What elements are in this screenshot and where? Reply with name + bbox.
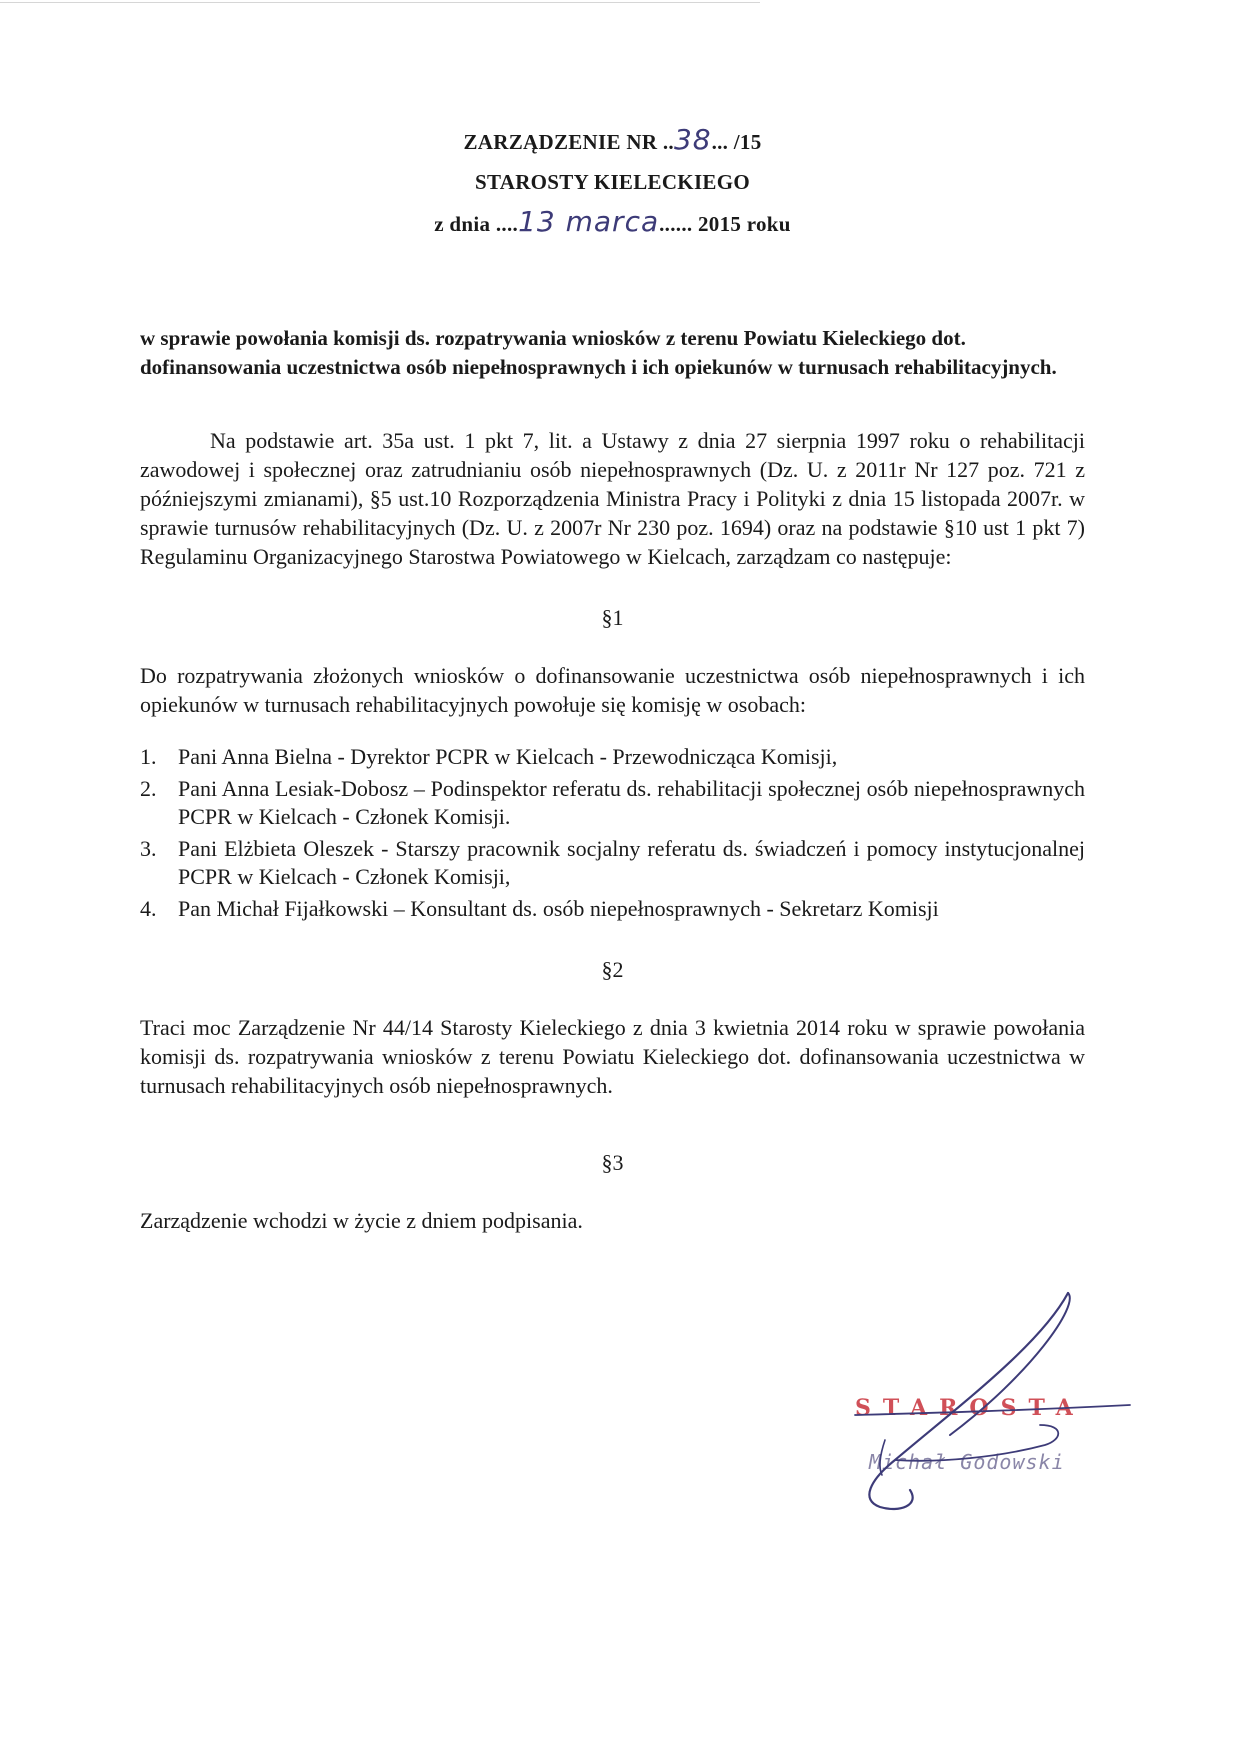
title-suffix: ... /15 bbox=[711, 130, 762, 154]
list-item-number: 4. bbox=[140, 896, 157, 921]
list-item bbox=[140, 835, 1085, 891]
date-suffix: ...... 2015 roku bbox=[659, 212, 791, 236]
document-title bbox=[140, 120, 1085, 162]
handwritten-signature bbox=[840, 1285, 1140, 1525]
handwritten-number: 38 bbox=[673, 123, 712, 156]
issuer-line: STAROSTY KIELECKIEGO bbox=[475, 170, 750, 194]
document-page bbox=[140, 120, 1085, 1235]
date-prefix: z dnia .... bbox=[434, 212, 519, 236]
list-item-text: Pani Anna Lesiak-Dobosz – Podinspektor referatu ds. rehabilitacji społecznej osób niepełnosprawnych PCPR w Kielcach - Członek Komisji. bbox=[178, 776, 1085, 829]
legal-basis-paragraph: Na podstawie art. 35a ust. 1 pkt 7, lit. a Ustawy z dnia 27 sierpnia 1997 roku o rehabilitacji zawodowej i społecznej oraz zatrudnianiu osób niepełnosprawnych (Dz. U. z 2011r Nr 127 poz. 721 z późniejszymi zmianami), §5 ust.10 Rozporządzenia Ministra Pracy i Polityki z dnia 15 listopada 2007r. w sprawie turnusów rehabilitacyjnych (Dz. U. z 2007r Nr 230 poz. 1694) oraz na podstawie §10 ust 1 pkt 7) Regulaminu Organizacyjnego Starostwa Powiatowego w Kielcach, zarządzam co następuje: bbox=[140, 428, 1085, 569]
scan-edge-line bbox=[0, 2, 760, 3]
section-1-mark: §1 bbox=[601, 605, 624, 630]
committee-members-list bbox=[140, 743, 1085, 923]
list-item-text: Pan Michał Fijałkowski – Konsultant ds. osób niepełnosprawnych - Sekretarz Komisji bbox=[178, 896, 939, 921]
section-2-text: Traci moc Zarządzenie Nr 44/14 Starosty Kieleckiego z dnia 3 kwietnia 2014 roku w sprawie powołania komisji ds. rozpatrywania wniosków z terenu Powiatu Kieleckiego dot. dofinansowania uczestnictwa w turnusach rehabilitacyjnych osób niepełnosprawnych. bbox=[140, 1015, 1085, 1098]
date-line bbox=[140, 202, 1085, 244]
list-item bbox=[140, 775, 1085, 831]
list-item bbox=[140, 895, 1085, 923]
section-1-text: Do rozpatrywania złożonych wniosków o dofinansowanie uczestnictwa osób niepełnosprawnych i ich opiekunów w turnusach rehabilitacyjnych powołuje się komisję w osobach: bbox=[140, 663, 1085, 717]
list-item-number: 1. bbox=[140, 744, 157, 769]
stamp-name: Michał Godowski bbox=[869, 1450, 1065, 1474]
section-2-mark: §2 bbox=[601, 957, 624, 982]
handwritten-date: 13 marca bbox=[518, 205, 660, 238]
list-item bbox=[140, 743, 1085, 771]
section-3-text: Zarządzenie wchodzi w życie z dniem podpisania. bbox=[140, 1208, 583, 1233]
list-item-number: 3. bbox=[140, 836, 157, 861]
document-subject: w sprawie powołania komisji ds. rozpatrywania wniosków z terenu Powiatu Kieleckiego dot. dofinansowania uczestnictwa osób niepełnosprawnych i ich opiekunów w turnusach rehabilitacyjnych. bbox=[140, 326, 1057, 379]
list-item-text: Pani Anna Bielna - Dyrektor PCPR w Kielcach - Przewodnicząca Komisji, bbox=[178, 744, 838, 769]
list-item-number: 2. bbox=[140, 776, 157, 801]
list-item-text: Pani Elżbieta Oleszek - Starszy pracownik socjalny referatu ds. świadczeń i pomocy instytucjonalnej PCPR w Kielcach - Członek Komisji, bbox=[178, 836, 1085, 889]
title-prefix: ZARZĄDZENIE NR .. bbox=[463, 130, 674, 154]
stamp-title: STAROSTA bbox=[855, 1395, 1085, 1421]
section-3-mark: §3 bbox=[601, 1150, 624, 1175]
